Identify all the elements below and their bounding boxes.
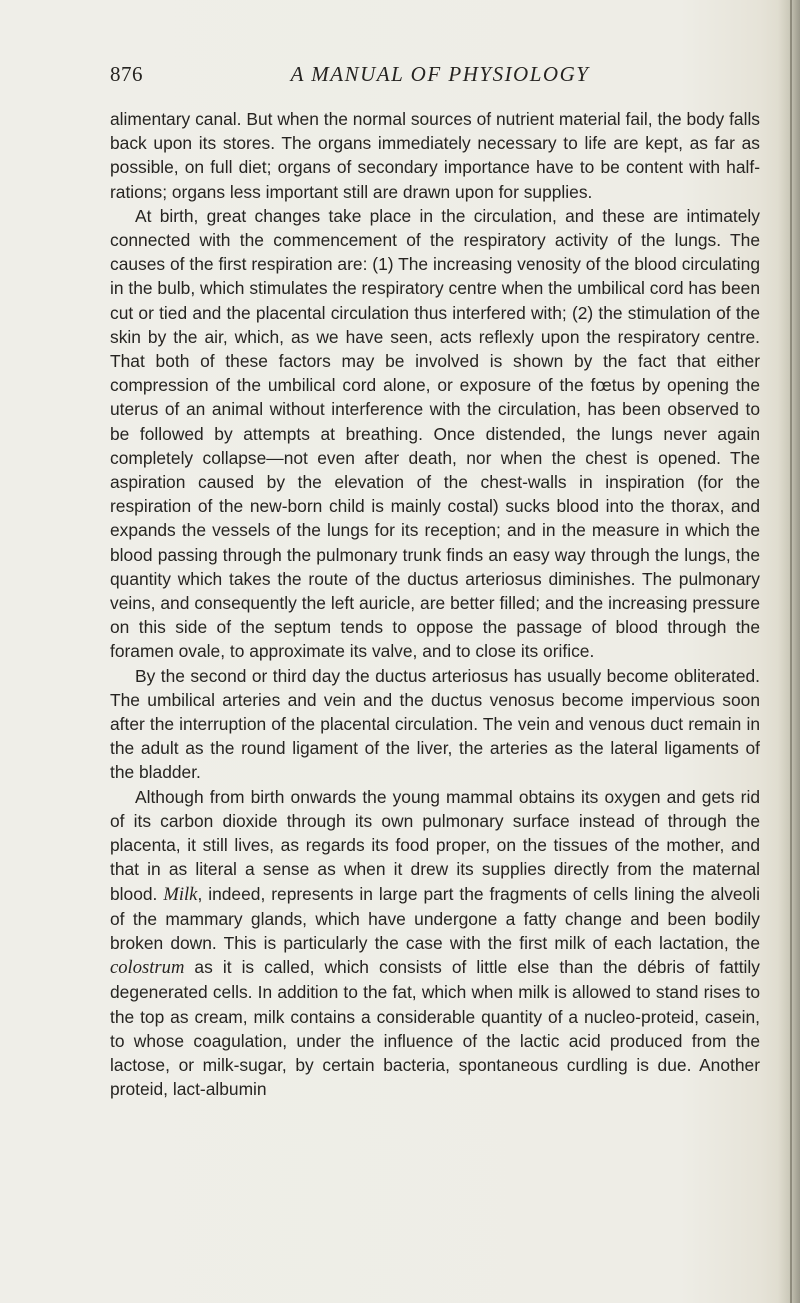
paragraph-1: alimentary canal. But when the normal sources of nutrient material fail, the body falls back upon its stores. The organs immediately necessary to life are kept, as far as possible, on full diet; organs of secondary importance have to be content with half-rations; organs less important still are drawn upon for supplies. (110, 109, 760, 202)
paragraph-2: At birth, great changes take place in the circulation, and these are intimately connected with the commencement of the respiratory activity of the lungs. The causes of the first respiration are: (1) The increasing venosity of the blood circulating in the bulb, which stimulates the respiratory centre when the umbilical cord has been cut or tied and the placental circulation thus interfered with; (2) the stimulation of the skin by the air, which, as we have seen, acts reflexly upon the respiratory centre. That both of these factors may be involved is shown by the fact that either compression of the umbilical cord alone, or exposure of the fœtus by opening the uterus of an animal without interference with the circulation, has been observed to be followed by attempts at breathing. Once distended, the lungs never again completely collapse—not even after death, nor when the chest is opened. The aspiration caused by the elevation of the chest-walls in inspiration (for the respiration of the new-born child is mainly costal) sucks blood into the thorax, and expands the vessels of the lungs for its reception; and in the measure in which the blood passing through the pulmonary trunk finds an easy way through the lungs, the quantity which takes the route of the ductus arteriosus diminishes. The pulmonary veins, and consequently the left auricle, are better filled; and the increasing pressure on this side of the septum tends to oppose the passage of blood through the foramen ovale, to approximate its valve, and to close its orifice. (110, 205, 760, 662)
body-text (110, 107, 760, 1101)
paragraph-4-text-3: as it is called, which consists of little else than the débris of fattily degenerated cells. In addition to the fat, which when milk is allowed to stand rises to the top as cream, milk contains a considerable quantity of a nucleo-proteid, casein, to whose coagulation, under the influence of the lactic acid produced from the lactose, or milk-sugar, by certain bacteria, spontaneous curdling is due. Another proteid, lact-albumin (110, 957, 760, 1100)
page-edge-line (790, 0, 792, 1303)
page-number: 876 (110, 62, 143, 86)
paragraph-4-text-2: , indeed, represents in large part the fragments of cells lining the alveoli of the mammary glands, which have undergone a fatty change and been bodily broken down. This is particularly the case with the first milk of each lactation, the (110, 883, 760, 953)
running-head: A MANUAL OF PHYSIOLOGY (290, 62, 590, 86)
paragraph-4-text: Although from birth onwards the young mammal obtains its oxygen and gets rid of its carbon dioxide through its own pulmonary surface instead of through the placenta, it still lives, as regards its food proper, on the tissues of the mother, and that in as literal a sense as when it drew its supplies directly from the maternal blood. (110, 786, 760, 904)
term-milk: Milk (163, 883, 198, 905)
paragraph-4 (110, 785, 760, 1102)
paragraph-3: By the second or third day the ductus arteriosus has usually become obliterated. The umbilical arteries and vein and the ductus venosus become impervious soon after the interruption of the placental circulation. The vein and venous duct remain in the adult as the round ligament of the liver, the arteries as the lateral ligaments of the bladder. (110, 665, 760, 783)
page-edge-shadow (778, 0, 800, 1303)
term-colostrum: colostrum (110, 957, 185, 979)
page-header (110, 62, 760, 92)
